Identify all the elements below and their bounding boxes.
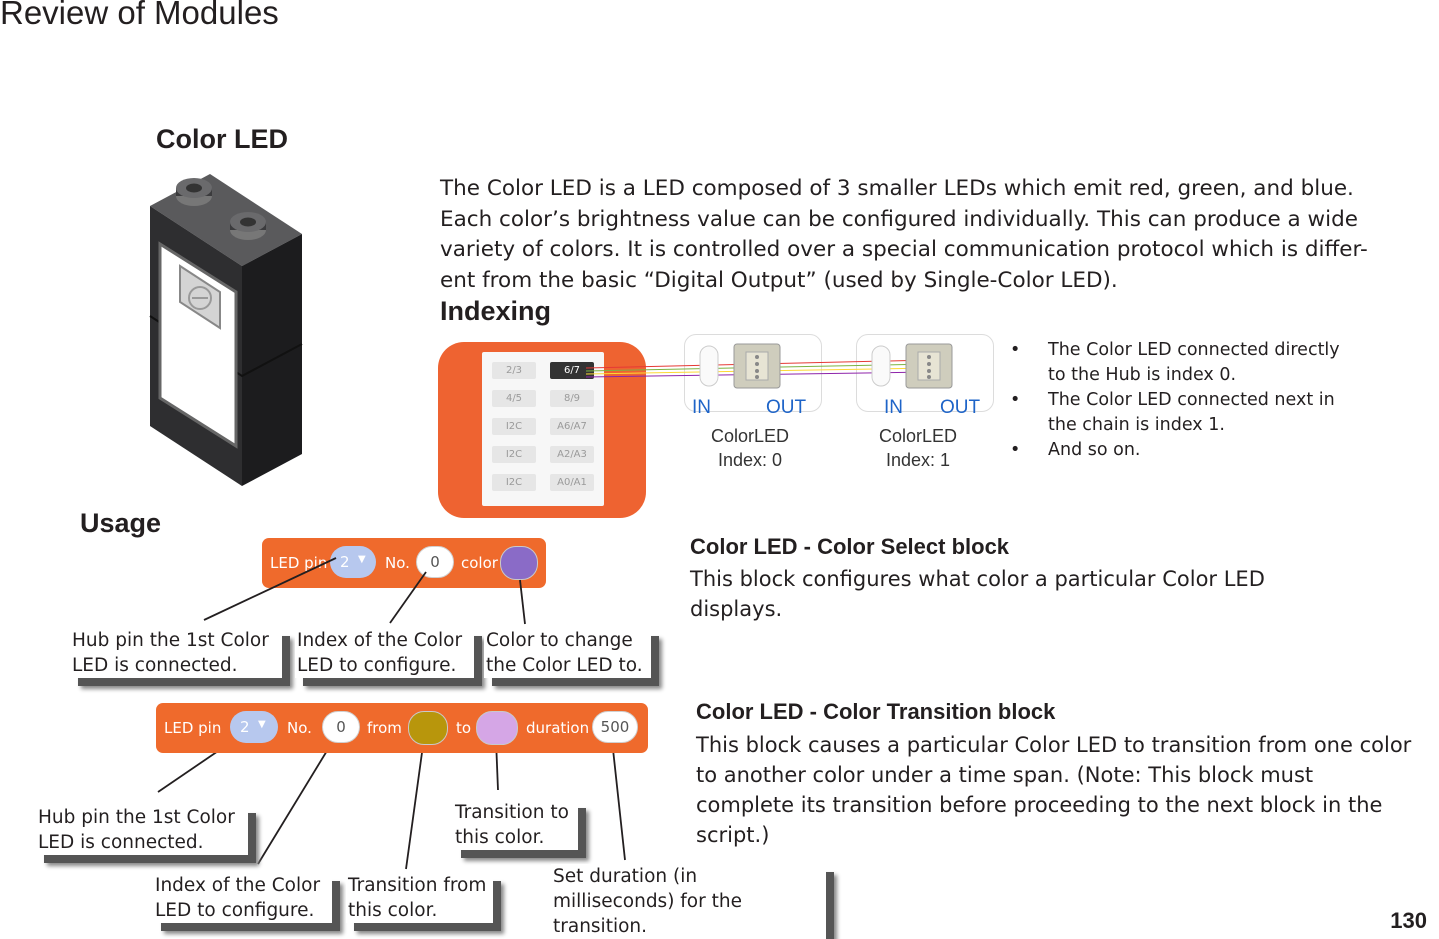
no-label: No.: [287, 719, 312, 737]
chevron-down-icon: ▼: [358, 554, 366, 565]
chevron-down-icon: ▼: [258, 719, 266, 730]
index-input: 0: [416, 546, 454, 578]
usage-heading: Usage: [80, 508, 162, 538]
hub-port: I2C: [492, 474, 536, 491]
color-label: color: [461, 554, 498, 572]
hub-port: I2C: [492, 446, 536, 463]
led0-out-label: OUT: [766, 397, 807, 418]
callout-index: Index of the Color LED to configure.: [153, 873, 332, 923]
hub-port: 4/5: [492, 390, 536, 407]
led1-index: Index: 1: [885, 450, 951, 470]
led-pin-label: LED pin: [270, 554, 328, 572]
bullet-dot: •: [1010, 440, 1021, 460]
to-color-swatch: [476, 711, 518, 745]
color-led-heading: Color LED: [156, 124, 288, 154]
transition-block-title: Color LED - Color Transition block: [696, 699, 1056, 724]
index-input: 0: [322, 711, 360, 743]
led-pin-label: LED pin: [164, 719, 222, 737]
to-label: to: [456, 719, 472, 737]
led1-in-label: IN: [884, 397, 903, 418]
select-block-title: Color LED - Color Select block: [690, 534, 1010, 559]
pin-dropdown: 2 ▼: [230, 711, 278, 743]
pin-dropdown: 2 ▼: [330, 546, 376, 578]
callout-hub-pin: Hub pin the 1st Color LED is connected.: [70, 628, 282, 678]
bullet-dot: •: [1010, 390, 1021, 410]
page-number: 130: [1390, 908, 1427, 933]
callout-color: Color to change the Color LED to.: [484, 628, 651, 678]
hub-port: A2/A3: [550, 446, 594, 463]
bullet-item: • The Color LED connected next in the chain is index 1.: [1010, 390, 1335, 435]
hub-port: A0/A1: [550, 474, 594, 491]
transition-block-description: This block causes a particular Color LED to transition from one color to another color under a time span. (Note: This block must complete its transition before proceeding to the next block in the script.): [696, 733, 1412, 847]
page-title: Review of Modules: [0, 0, 279, 31]
from-label: from: [367, 719, 402, 737]
led1-name: ColorLED: [878, 426, 958, 446]
duration-input: 500: [592, 711, 638, 743]
hub-port: 8/9: [550, 390, 594, 407]
duration-label: duration: [526, 719, 590, 737]
led0-in-label: IN: [692, 397, 711, 418]
callout-hub-pin: Hub pin the 1st Color LED is connected.: [36, 805, 248, 855]
color-led-description: The Color LED is a LED composed of 3 smaller LEDs which emit red, green, and blue. Each color’s brightness value can be configured individually. This can produce a wide variety of colors. It is controlled over a special communication protocol which is differ-ent from the basic “Digital Output” (used by Single-Color LED).: [440, 176, 1368, 293]
from-color-swatch: [408, 711, 448, 745]
callout-duration: Set duration (in milliseconds) for the transition.: [551, 864, 826, 939]
hub-port-active: 6/7: [550, 362, 594, 379]
hub-port: 2/3: [492, 362, 536, 379]
bullet-dot: •: [1010, 340, 1021, 360]
hub-port: I2C: [492, 418, 536, 435]
bullet-item: • And so on.: [1010, 438, 1340, 463]
no-label: No.: [385, 554, 410, 572]
select-block-description: This block configures what color a particular Color LED displays.: [690, 567, 1265, 621]
led0-index: Index: 0: [717, 450, 783, 470]
callout-index: Index of the Color LED to configure.: [295, 628, 474, 678]
led1-out-label: OUT: [940, 397, 981, 418]
callout-to-color: Transition to this color.: [453, 800, 578, 850]
led0-name: ColorLED: [710, 426, 790, 446]
indexing-heading: Indexing: [440, 296, 552, 326]
hub-port: A6/A7: [550, 418, 594, 435]
bullet-item: • The Color LED connected directly to the Hub is index 0.: [1010, 340, 1340, 385]
callout-from-color: Transition from this color.: [346, 873, 493, 923]
